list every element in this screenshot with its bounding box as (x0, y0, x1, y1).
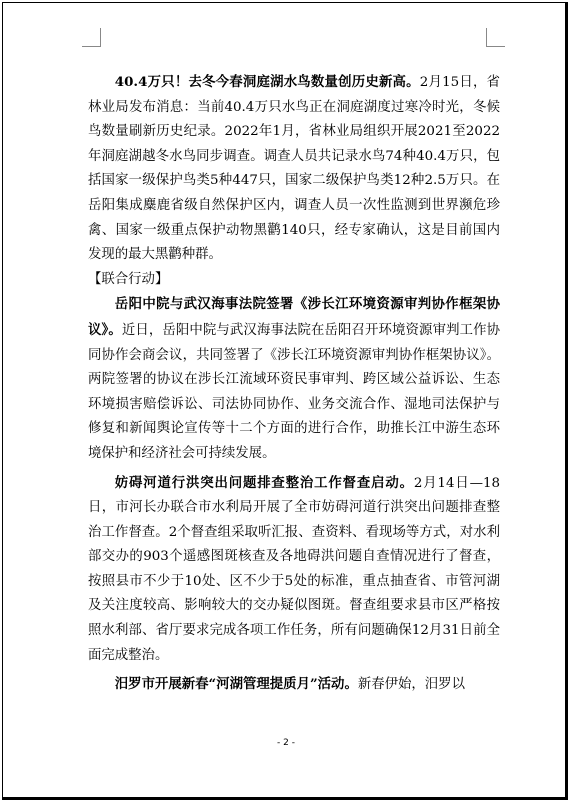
paragraph-headline: 岳阳中院与武汉海事法院签署《涉长江环境资源审判协作框架协议》。 (88, 296, 500, 338)
paragraph-text: 近日，岳阳中院与武汉海事法院在岳阳召开环境资源审判工作协同协作会商会议，共同签署了《涉长江环境资源审判协作框架协议》。两院签署的协议在涉长江流域环资民事审判、跨区域公益诉讼、生态环境损害赔偿诉讼、司法协同协作、业务交流合作、湿地司法保护与修复和新闻舆论宣传等十二个方面的进行合作，助推长江中游生态环境保护和经济社会可持续发展。 (88, 322, 500, 461)
paragraph-text: 新春伊始，汨罗以 (357, 677, 465, 693)
section-title: 【联合行动】 (88, 271, 169, 287)
page-number: - 2 - (277, 738, 295, 748)
crop-mark-top-right (486, 28, 505, 47)
paragraph-text: 2月14日—18日，市河长办联合市水利局开展了全市妨碍河道行洪突出问题排查整治工作督查。2个督查组采取听汇报、查资料、看现场等方式，对水利部交办的903个遥感图斑核查及各地碍洪问题自查情况进行了督查，按照县市不少于10处、区不少于5处的标准，重点抽查省、市管河湖及关注度较高、影响较大的交办疑似图斑。督查组要求县市区严格按照水利部、省厅要求完成各项工作任务，所有问题确保12月31日前全面完成整治。 (88, 475, 500, 663)
paragraph-text: 2月15日，省林业局发布消息：当前40.4万只水鸟正在洞庭湖度过寒冷时光，冬候鸟数量刷新历史纪录。2022年1月，省林业局组织开展2021至2022年洞庭湖越冬水鸟同步调查。调查人员共记录水鸟74种40.4万只，包括国家一级保护鸟类5种447只，国家二级保护鸟类12种2.5万只。在岳阳集成麋鹿省级自然保护区内，调查人员一次性监测到世界濒危珍禽、国家一级重点保护动物黑鹳140只，经专家确认，这是目前国内发现的最大黑鹳种群。 (88, 75, 500, 263)
paragraph-headline: 汨罗市开展新春“河湖管理提质月”活动。 (114, 676, 358, 693)
paragraph-headline: 40.4万只！去冬今春洞庭湖水鸟数量创历史新高。 (114, 74, 420, 90)
crop-mark-top-left (82, 28, 101, 47)
paragraph-miluo-activity (88, 672, 500, 698)
paragraph-headline: 妨碍河道行洪突出问题排查整治工作督查启动。 (114, 474, 414, 491)
paragraph-court-agreement (88, 292, 500, 466)
paragraph-waterbirds (88, 70, 500, 268)
document-body (88, 70, 500, 698)
paragraph-flood-inspection (88, 471, 500, 669)
